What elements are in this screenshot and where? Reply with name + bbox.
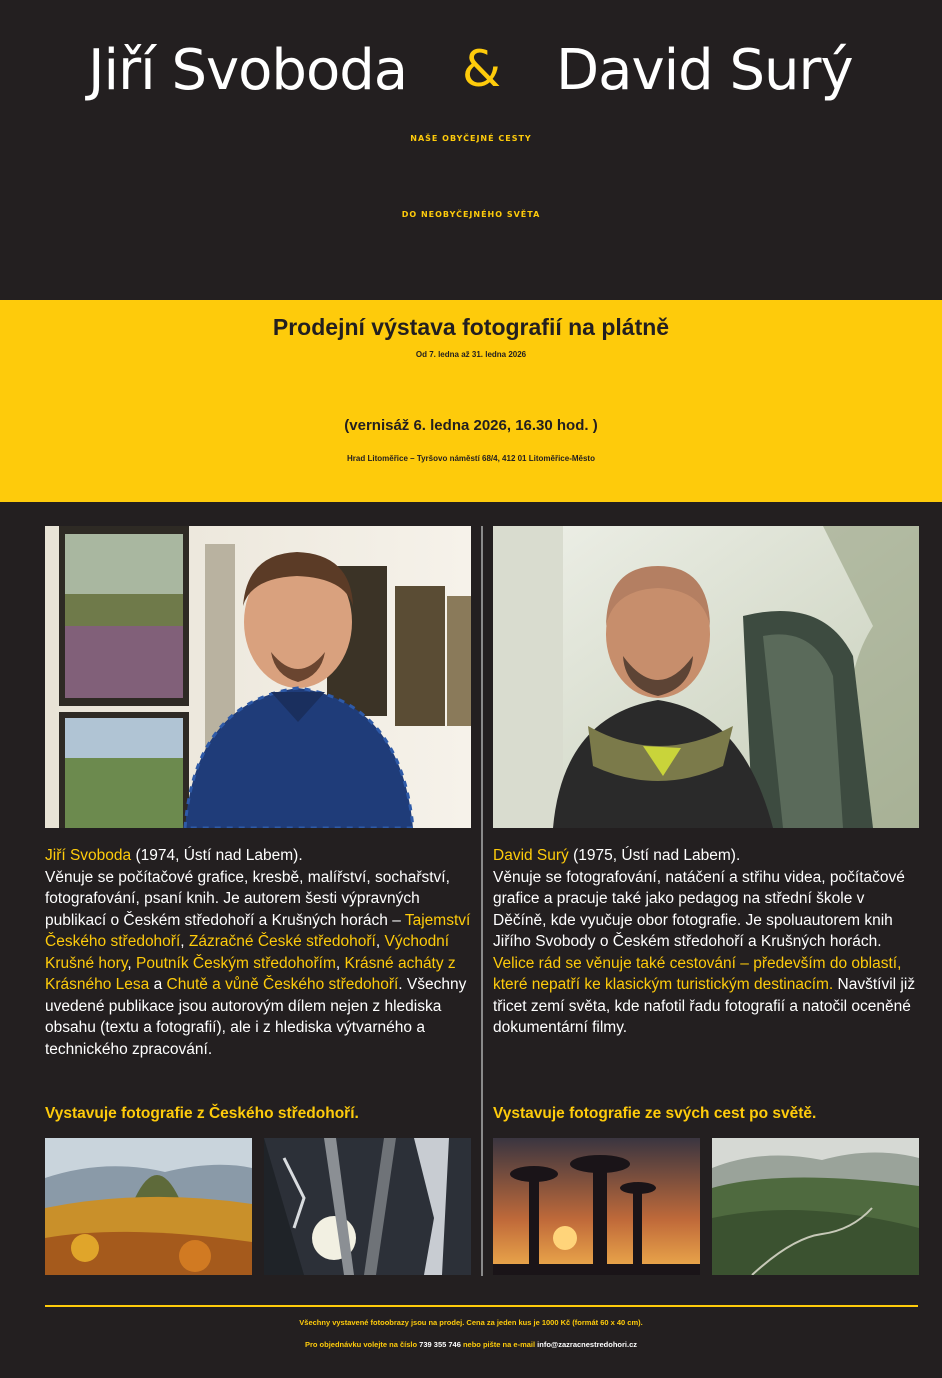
footer-price-info: Všechny vystavené fotoobrazy jsou na prodej. Cena za jeden kus je 1000 Kč (formát 60 x 40 cm). bbox=[299, 1318, 643, 1327]
footer-contact bbox=[0, 1340, 942, 1349]
author-right-name: David Surý bbox=[556, 38, 853, 103]
book-title-6: Chutě a vůně Českého středohoří bbox=[166, 976, 399, 993]
bio-left-text-2: . Všechny uvedené publikace jsou autorovým dílem nejen z hlediska obsahu (textu a fotografií), ale i z hlediska výtvarného a technického zpracování. bbox=[45, 976, 467, 1058]
author-left-name: Jiří Svoboda bbox=[88, 38, 408, 103]
venue-name: Hrad Litoměřice bbox=[347, 454, 408, 463]
headline-line-1: NAŠE OBYČEJNÉ CESTY bbox=[410, 134, 532, 143]
exhibit-heading-left: Vystavuje fotografie z Českého středohoří. bbox=[45, 1105, 359, 1122]
bio-right-text-2: Navštívil již třicet zemí světa, kde nafotil řadu fotografií a natočil oceněné dokumentární filmy. bbox=[493, 976, 916, 1036]
author-names bbox=[0, 38, 942, 118]
footer-contact-mid: nebo pište na e-mail bbox=[460, 1340, 538, 1349]
bio-right-text-1: Věnuje se fotografování, natáčení a střihu videa, počítačové grafice a pracuje také jako pedagog na střední škole v Děčíně, kde vyučuje obor fotografie. Je spoluautorem knih Jiřího Svobody o Českém středohoří a Krušných horách. bbox=[493, 868, 905, 950]
headline-line-2: DO NEOBYČEJNÉHO SVĚTA bbox=[401, 210, 541, 219]
bio-left-intro: (1974, Ústí nad Labem). bbox=[131, 847, 303, 864]
venue bbox=[0, 454, 942, 463]
book-separator: , bbox=[375, 933, 385, 950]
book-title-1: Tajemství Českého středohoří bbox=[45, 911, 471, 950]
sample-photo-green-valley bbox=[712, 1138, 919, 1275]
book-separator: , bbox=[335, 954, 345, 972]
footer-contact-prefix: Pro objednávku volejte na číslo bbox=[304, 1340, 420, 1349]
bio-right-intro: (1975, Ústí nad Labem). bbox=[568, 847, 741, 864]
sample-photo-autumn-hills bbox=[45, 1138, 252, 1275]
venue-address: – Tyršovo náměstí 68/4, 412 01 Litoměřice-Město bbox=[407, 454, 595, 463]
book-title-4: Poutník Českým středohořím bbox=[136, 954, 336, 972]
portrait-jiri-svoboda bbox=[45, 526, 471, 828]
footer-rule bbox=[45, 1305, 918, 1307]
bio-left-name: Jiří Svoboda bbox=[45, 847, 132, 864]
exhibition-dates: Od 7. ledna až 31. ledna 2026 bbox=[415, 350, 527, 359]
bio-jiri-svoboda bbox=[45, 845, 471, 1060]
bio-left-text-1: Věnuje se počítačové grafice, kresbě, malířství, sochařství, fotografování, psaní knih. Je autorem šesti výpravných publikací o Českém středohoří a Krušných horách – bbox=[45, 868, 450, 929]
footer-email: info@zazracnestredohori.cz bbox=[537, 1340, 638, 1349]
vernissage-info: (vernisáž 6. ledna 2026, 16.30 hod. ) bbox=[344, 417, 598, 434]
exhibition-subtitle: Prodejní výstava fotografií na plátně bbox=[272, 314, 670, 340]
bio-right-highlight: Velice rád se věnuje také cestování – především do oblastí, které nepatří ke klasickým turistickým destinacím. bbox=[493, 954, 902, 993]
book-title-2: Zázračné České středohoří bbox=[188, 933, 376, 950]
bio-right-name: David Surý bbox=[493, 847, 569, 864]
sample-photo-baobabs-sunset bbox=[493, 1138, 700, 1275]
bio-david-sury bbox=[493, 845, 919, 1039]
sample-photo-forest-ice bbox=[264, 1138, 471, 1275]
exhibit-heading-right: Vystavuje fotografie ze svých cest po světě. bbox=[493, 1105, 817, 1122]
column-divider bbox=[481, 526, 483, 1276]
footer-phone: 739 355 746 bbox=[419, 1340, 461, 1349]
book-separator: , bbox=[180, 933, 189, 950]
book-title-3: Východní Krušné hory bbox=[45, 933, 450, 972]
book-title-5: Krásné acháty z Krásného Lesa bbox=[45, 954, 456, 993]
portrait-david-sury bbox=[493, 526, 919, 828]
event-info-band bbox=[0, 300, 942, 502]
ampersand: & bbox=[462, 40, 500, 98]
book-separator: , bbox=[127, 954, 137, 972]
book-separator: a bbox=[149, 976, 167, 993]
